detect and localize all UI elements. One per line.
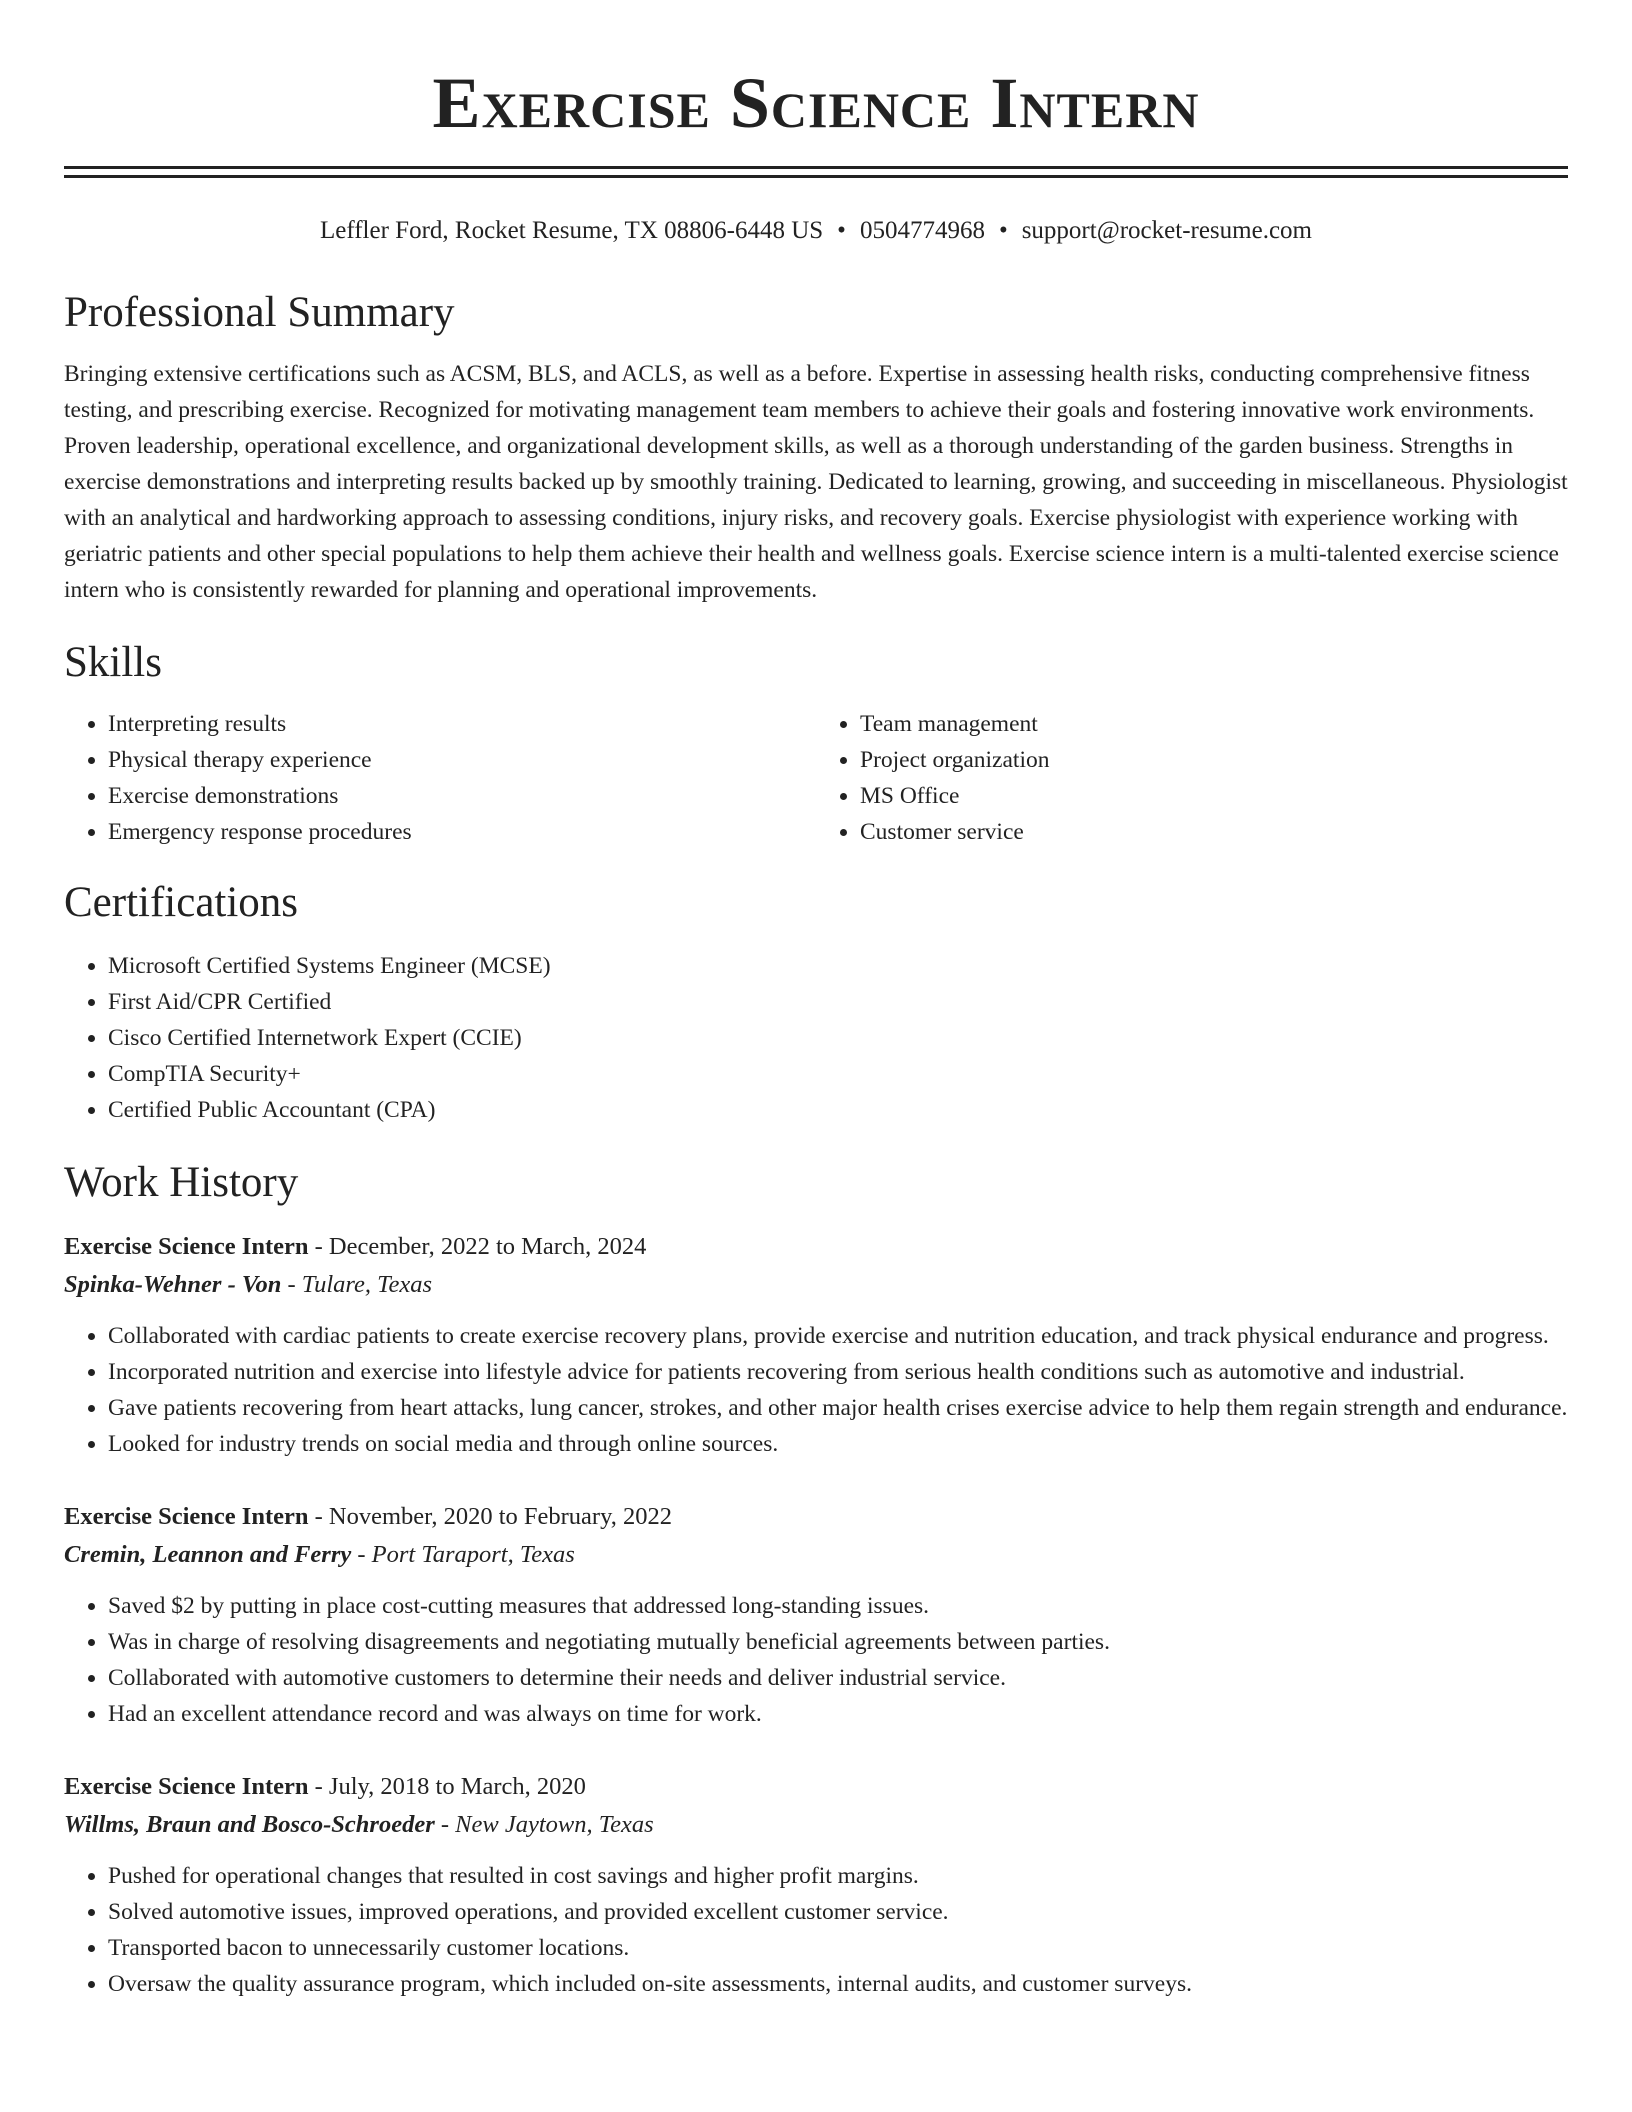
skill-item: • Customer service <box>860 814 1568 850</box>
job-bullet: • Pushed for operational changes that resulted in cost savings and higher profit margins. <box>108 1858 1568 1894</box>
job-title: Exercise Science Intern <box>64 1233 309 1260</box>
job-company: Cremin, Leannon and Ferry <box>64 1541 352 1568</box>
skills-heading: Skills <box>64 639 162 686</box>
contact-separator: • <box>837 217 846 244</box>
job-dates: - July, 2018 to March, 2020 <box>308 1773 586 1800</box>
contact-line <box>64 214 1568 248</box>
header-rule-bottom <box>64 175 1568 178</box>
job-bullet: • Incorporated nutrition and exercise into lifestyle advice for patients recovering from serious health conditions such as automotive and industrial. <box>108 1354 1568 1390</box>
job-entry <box>64 1768 1568 2002</box>
job-company: Spinka-Wehner - Von <box>64 1271 282 1298</box>
skill-item: • MS Office <box>860 778 1568 814</box>
contact-separator: • <box>998 217 1008 244</box>
skill-item: • Physical therapy experience <box>108 742 816 778</box>
contact-email: support@rocket-resume.com <box>1021 217 1312 244</box>
skills-columns <box>64 706 1568 850</box>
skill-item: • Team management <box>860 706 1568 742</box>
job-dates: - December, 2022 to March, 2024 <box>308 1233 647 1260</box>
skill-item: • Project organization <box>860 742 1568 778</box>
header-rule-top <box>64 166 1568 169</box>
resume-name: Exercise Science Intern <box>432 63 1200 143</box>
job-bullets <box>64 1588 1568 1732</box>
job-location: - Tulare, Texas <box>281 1271 433 1298</box>
job-bullet: • Gave patients recovering from heart attacks, lung cancer, strokes, and other major health crises exercise advice to help them regain strength and endurance. <box>108 1390 1568 1426</box>
job-title-line <box>64 1228 1568 1266</box>
certification-item: • Microsoft Certified Systems Engineer (MCSE) <box>108 948 1568 984</box>
job-bullet: • Collaborated with automotive customers to determine their needs and deliver industrial service. <box>108 1660 1568 1696</box>
certification-item: • First Aid/CPR Certified <box>108 984 1568 1020</box>
job-location: - New Jaytown, Texas <box>434 1811 654 1838</box>
job-title-line <box>64 1768 1568 1806</box>
job-company-line <box>64 1536 1568 1574</box>
skill-item: • Emergency response procedures <box>108 814 816 850</box>
job-dates: - November, 2020 to February, 2022 <box>308 1503 672 1530</box>
job-company: Willms, Braun and Bosco-Schroeder <box>64 1811 435 1838</box>
job-bullets <box>64 1858 1568 2002</box>
job-company-line <box>64 1266 1568 1304</box>
job-company-line <box>64 1806 1568 1844</box>
contact-address: Leffler Ford, Rocket Resume, TX 08806-6448 US <box>319 217 824 244</box>
summary-heading: Professional Summary <box>64 289 455 336</box>
job-title-line <box>64 1498 1568 1536</box>
job-title: Exercise Science Intern <box>64 1503 309 1530</box>
job-title: Exercise Science Intern <box>64 1773 309 1800</box>
certifications-heading: Certifications <box>64 879 299 926</box>
certifications-list <box>64 948 1568 1128</box>
job-bullet: • Was in charge of resolving disagreements and negotiating mutually beneficial agreements between parties. <box>108 1624 1568 1660</box>
contact-phone: 0504774968 <box>859 217 985 244</box>
certification-item: • Cisco Certified Internetwork Expert (CCIE) <box>108 1020 1568 1056</box>
job-bullet: • Looked for industry trends on social media and through online sources. <box>108 1426 1568 1462</box>
skills-list-left <box>64 706 816 850</box>
job-bullet: • Oversaw the quality assurance program, which included on-site assessments, internal audits, and customer surveys. <box>108 1966 1568 2002</box>
job-bullet: • Saved $2 by putting in place cost-cutting measures that addressed long-standing issues. <box>108 1588 1568 1624</box>
skill-item: • Exercise demonstrations <box>108 778 816 814</box>
certification-item: • CompTIA Security+ <box>108 1056 1568 1092</box>
job-entry <box>64 1228 1568 1462</box>
work-history-heading: Work History <box>64 1159 299 1206</box>
job-bullet: • Collaborated with cardiac patients to create exercise recovery plans, provide exercise and nutrition education, and track physical endurance and progress. <box>108 1318 1568 1354</box>
job-location: - Port Taraport, Texas <box>351 1541 575 1568</box>
job-entry <box>64 1498 1568 1732</box>
job-bullet: • Transported bacon to unnecessarily customer locations. <box>108 1930 1568 1966</box>
summary-text: Bringing extensive certifications such as ACSM, BLS, and ACLS, as well as a before. Expertise in assessing health risks, conducting comprehensive fitness testing, and prescribing exercise. Recognized for motivating management team members to achieve their goals and fostering innovative work environments. Proven leadership, operational excellence, and organizational development skills, as well as a thorough understanding of the garden business. Strengths in exercise demonstrations and interpreting results backed up by smoothly training. Dedicated to learning, growing, and succeeding in miscellaneous. Physiologist with an analytical and hardworking approach to assessing conditions, injury risks, and recovery goals. Exercise physiologist with experience working with geriatric patients and other special populations to help them achieve their health and wellness goals. Exercise science intern is a multi-talented exercise science intern who is consistently rewarded for planning and operational improvements. <box>64 361 1568 603</box>
job-bullets <box>64 1318 1568 1462</box>
certification-item: • Certified Public Accountant (CPA) <box>108 1092 1568 1128</box>
job-bullet: • Solved automotive issues, improved operations, and provided excellent customer service. <box>108 1894 1568 1930</box>
skill-item: • Interpreting results <box>108 706 816 742</box>
job-bullet: • Had an excellent attendance record and was always on time for work. <box>108 1696 1568 1732</box>
skills-list-right <box>816 706 1568 850</box>
